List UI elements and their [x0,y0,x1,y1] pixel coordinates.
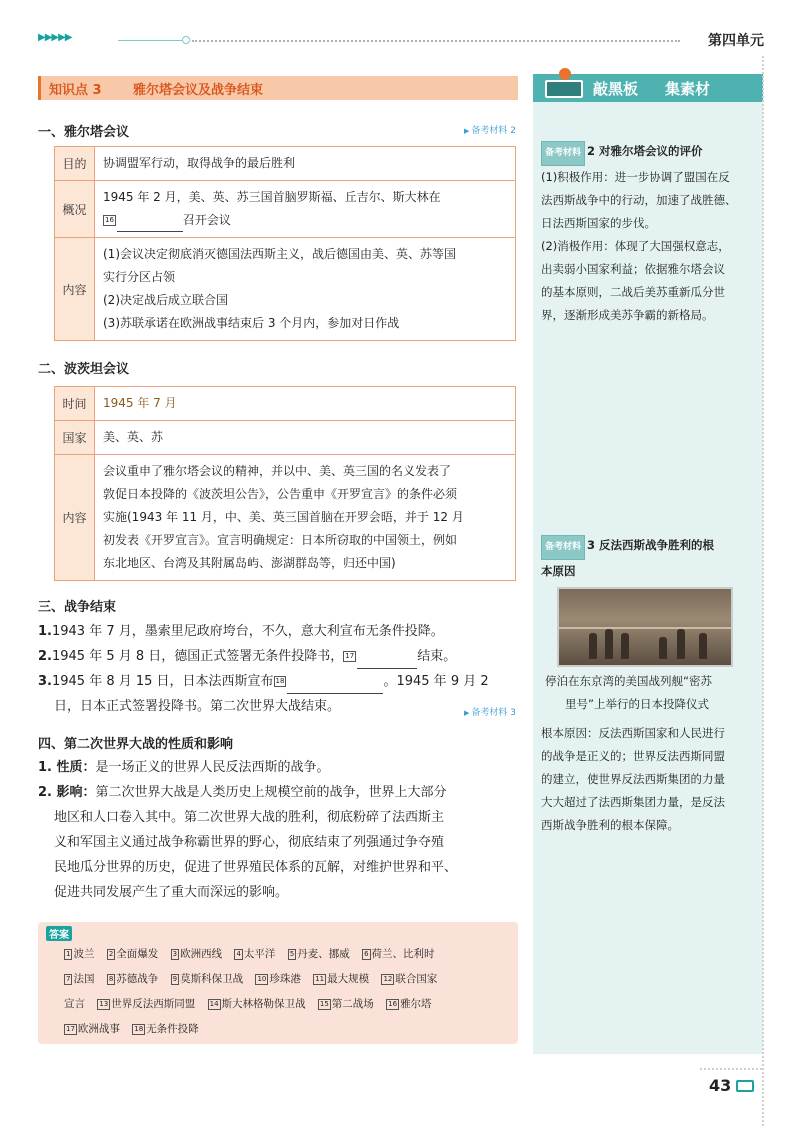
row-content: 1945 年 7 月 [95,387,516,421]
row-label: 内容 [55,238,95,341]
photo-caption: 停泊在东京湾的美国战列舰“密苏 里号”上举行的日本投降仪式 [545,674,712,711]
row-label: 国家 [55,421,95,455]
row-content: 美、英、苏 [95,421,516,455]
material-3-body: 根本原因：反法西斯国家和人民进行 的战争是正义的；世界反法西斯同盟 的建立，使世界反法西斯集团的力量 大大超过了法西斯集团力量，是反法 西斯战争胜利的根本保障。 [541,726,725,832]
page-number: 43 [709,1076,732,1095]
circle-decoration-icon [182,36,190,44]
topic-label: 知识点 3 [49,83,102,98]
list-item-continuation: 日，日本正式签署投降书。第二次世界大战结束。 [54,699,341,714]
sidebar-banner [533,74,763,102]
section1-heading: 一、雅尔塔会议 [38,125,130,140]
surrender-ceremony-photo [557,587,733,667]
row-content-line: (3)苏联承诺在欧洲战事结束后 3 个月内，参加对日作战 [103,316,400,330]
page-header [38,30,764,52]
fill-blank [117,231,183,232]
arrows-decoration-icon: ▶▶▶▶▶ [38,32,72,43]
answer-row: 17 欧洲战事 18 无条件投降 [66,1023,199,1035]
cart-icon [736,1080,754,1092]
row-content-line: 敦促日本投降的《波茨坦公告》，公告重申《开罗宣言》的条件必须 [103,487,458,501]
table-row [55,147,516,181]
blank-number: 17 [345,652,355,660]
answer-label: 答案 [46,926,72,941]
right-dotted-rule [762,56,764,1126]
table-row [55,238,516,341]
row-content-after: 召开会议 [182,213,231,227]
header-rule [118,40,182,41]
row-content-line: 1945 年 2 月，美、英、苏三国首脑罗斯福、丘吉尔、斯大林在 [103,190,441,204]
yalta-table [54,146,516,341]
list-item: 3.1945 年 8 月 15 日，日本法西斯宣布 18 。1945 年 9 月 2 [38,669,518,694]
blank-number: 18 [275,677,285,685]
row-content-line: 初发表《开罗宣言》。宣言明确规定：日本所窃取的中国领土，例如 [103,533,458,547]
row-content-line: 实施(1943 年 11 月，中、美、英三国首脑在开罗会晤，并于 12 月 [103,510,464,524]
bottom-dotted-rule [700,1068,762,1070]
list-item: 1.1943 年 7 月，墨索里尼政府垮台，不久，意大利宣布无条件投降。 [38,624,444,639]
section4-heading: 四、第二次世界大战的性质和影响 [38,737,234,752]
row-content: 协调盟军行动，取得战争的最后胜利 [95,147,516,181]
section3-heading: 三、战争结束 [38,600,117,615]
row-content-line: 实行分区占领 [103,270,176,284]
material-3-title: 备考材料 3 反法西斯战争胜利的根 本原因 [541,534,759,583]
material-label: 备考材料 [541,141,585,166]
item-label: 2. 影响： [38,785,96,800]
section3-tag: ▶ 备考材料 3 [464,705,516,718]
banner-title-2: 集素材 [665,80,711,98]
table-row [55,421,516,455]
list-item: 2.1945 年 5 月 8 日，德国正式签署无条件投降书， 17 结束。 [38,644,518,669]
answer-row: 1 波兰 2 全面爆发 3 欧洲西线 4 太平洋 5 丹麦、挪威 6 荷兰、比利时 [66,948,435,960]
answer-row: 宣言 13 世界反法西斯同盟 14 斯大林格勒保卫战 15 第二战场 16 雅尔塔 [64,998,432,1010]
material-title: 2 对雅尔塔会议的评价 [587,144,703,158]
row-content-line: (1)会议决定彻底消灭德国法西斯主义，战后德国由美、英、苏等国 [103,247,457,261]
answer-box [38,922,518,1044]
row-label: 内容 [55,455,95,581]
row-label: 时间 [55,387,95,421]
row-label: 概况 [55,181,95,238]
item-label: 1. 性质： [38,760,96,775]
section1-tag: ▶ 备考材料 2 [464,123,516,136]
potsdam-table [54,386,516,581]
blackboard-icon [545,80,583,98]
unit-title: 第四单元 [708,33,764,49]
material-2: 备考材料 2 对雅尔塔会议的评价 (1)积极作用：进一步协调了盟国在反 法西斯战争中的行动，加速了战胜德、 日法西斯国家的步伐。 (2)消极作用：体现了大国强权意志， 出卖弱小国家利益；依据雅尔塔会议 的基本原则，二战后美苏重新瓜分世 界，逐渐形成美苏争霸的新格局。 [541,140,759,327]
row-label: 目的 [55,147,95,181]
section2-heading: 二、波茨坦会议 [38,362,130,377]
row-content-line: 会议重申了雅尔塔会议的精神，并以中、美、英三国的名义发表了 [103,464,452,478]
table-row [55,455,516,581]
topic-bar [38,76,518,100]
header-dotted-rule [192,40,680,42]
material-label: 备考材料 [541,535,585,560]
row-content-line: 东北地区、台湾及其附属岛屿、澎湖群岛等，归还中国) [103,556,396,570]
blank-number: 16 [105,216,114,224]
row-content-line: (2)决定战后成立联合国 [103,293,228,307]
answer-row: 7 法国 8 苏德战争 9 莫斯科保卫战 10 珍珠港 11 最大规模 12 联合国家 [66,973,438,985]
teacher-icon [559,68,571,80]
section4-body: 1. 性质：是一场正义的世界人民反法西斯的战争。 2. 影响：第二次世界大战是人类历史上规模空前的战争，世界上大部分 地区和人口卷入其中。第二次世界大战的胜利，彻底粉碎了法西斯主 义和军国主义通过战争称霸世界的野心，彻底结束了列强通过争夺殖 民地瓜分世界的历史，促进了世界殖民体系的瓦解，对维护世界和平、 促进共同发展产生了重大而深远的影响。 [38,760,458,900]
topic-title: 雅尔塔会议及战争结束 [133,83,264,98]
table-row [55,387,516,421]
section3-list [38,619,518,719]
banner-title-1: 敲黑板 [593,80,639,98]
table-row [55,181,516,238]
